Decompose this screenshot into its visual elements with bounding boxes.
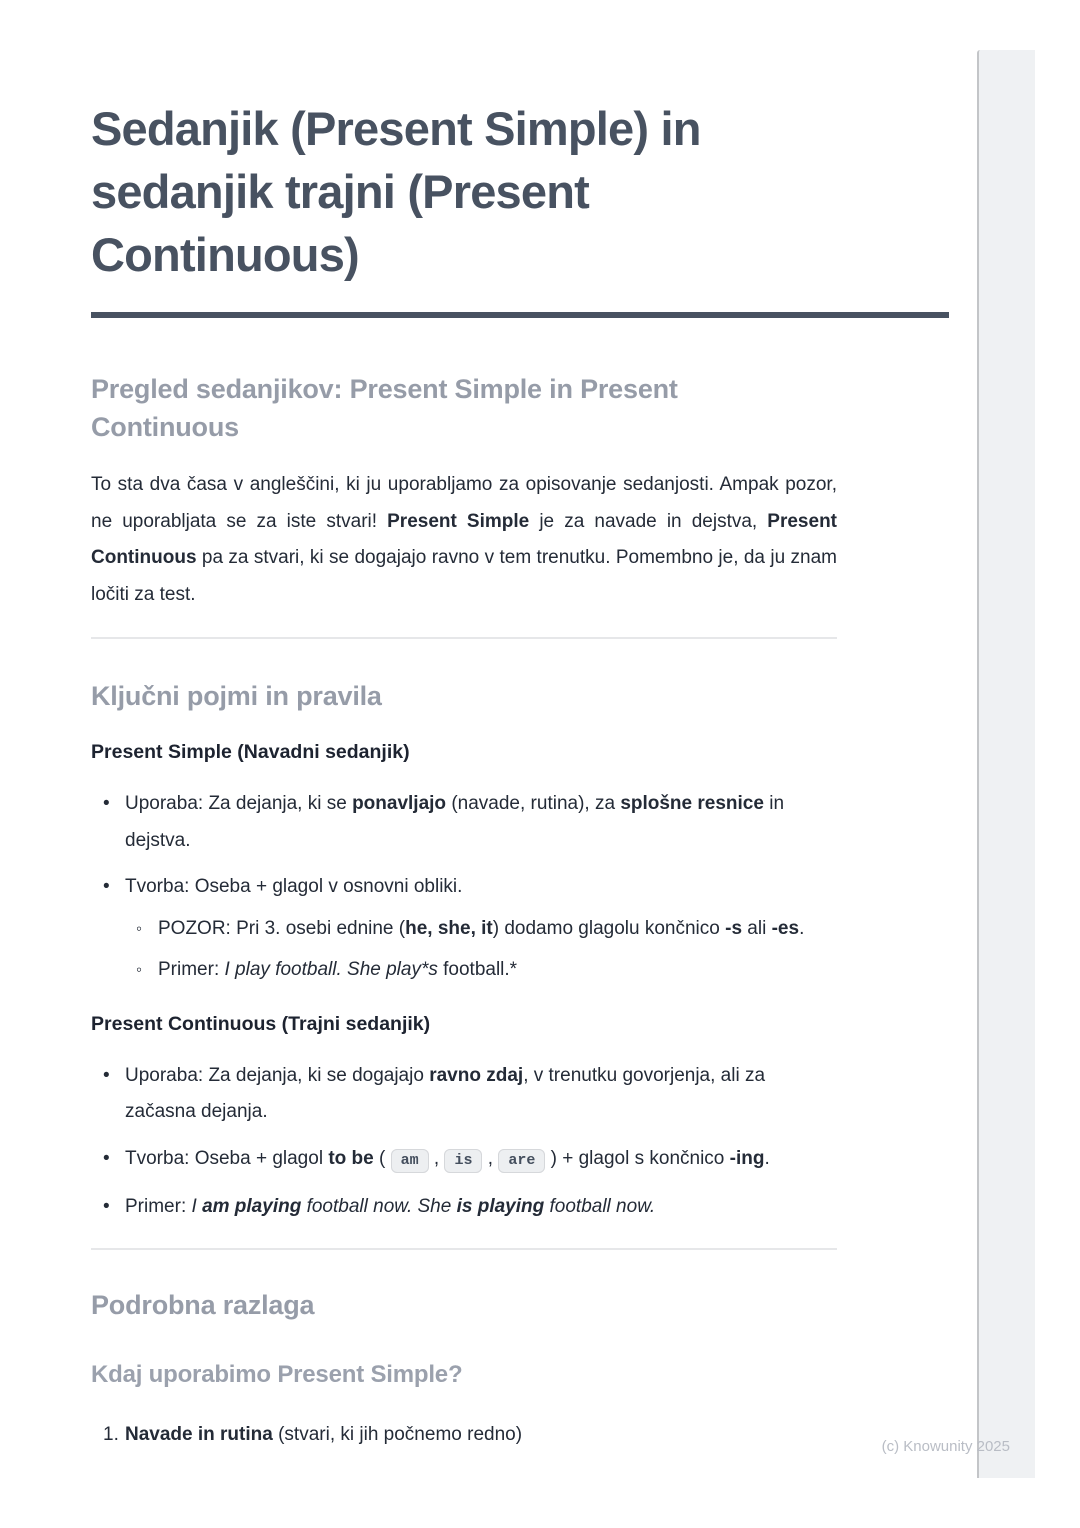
list-item <box>91 786 837 859</box>
bullet-icon: • <box>103 1064 110 1086</box>
page-title <box>91 97 837 286</box>
page-title-line: sedanjik trajni (Present <box>91 165 589 218</box>
list-item-text: POZOR: Pri 3. osebi ednine (he, she, it) dodamo glagolu končnico -s ali -es. <box>158 917 805 939</box>
subsection-heading-present-simple: Present Simple (Navadni sedanjik) <box>91 741 410 763</box>
subsection-heading-when-present-simple: Kdaj uporabimo Present Simple? <box>91 1360 463 1388</box>
sub-bullet-icon: ◦ <box>136 918 143 938</box>
bullet-icon: • <box>103 876 110 897</box>
present-simple-list <box>91 786 837 989</box>
section-heading-overview-line: Continuous <box>91 412 239 442</box>
section-divider <box>91 1248 837 1250</box>
page-edge-scrollbar[interactable] <box>977 50 1035 1478</box>
bullet-icon: • <box>103 1196 110 1217</box>
numbered-list-item <box>91 1417 837 1454</box>
section-heading-key-concepts: Ključni pojmi in pravila <box>91 681 382 711</box>
watermark-text: (c) Knowunity 2025 <box>881 1438 1010 1455</box>
section-divider <box>91 637 837 639</box>
list-number: 1. <box>103 1423 119 1445</box>
list-item-text: Tvorba: Oseba + glagol to be ( am , is , are ) + glagol s končnico -ing. <box>125 1141 837 1180</box>
section-heading-overview <box>91 370 837 446</box>
list-item <box>91 869 837 906</box>
list-item <box>91 1189 837 1226</box>
overview-paragraph: To sta dva časa v angleščini, ki ju uporabljamo za opisovanje sedanjosti. Ampak pozor, ne uporabljata se za iste stvari! Present Simple je za navade in dejstva, Present Continuous pa za stvari, ki se dogajajo ravno v tem trenutku. Pomembno je, da ju znam ločiti za test. <box>91 474 837 605</box>
page-title-line: Continuous) <box>91 228 359 281</box>
sub-list-item <box>124 911 837 948</box>
document-body <box>91 0 837 1453</box>
list-item-text: Tvorba: Oseba + glagol v osnovni obliki. <box>125 876 463 897</box>
bullet-icon: • <box>103 793 110 814</box>
detail-numbered-list <box>91 1417 837 1454</box>
list-item-text: Primer: I am playing football now. She is playing football now. <box>125 1196 656 1217</box>
sub-bullet-icon: ◦ <box>136 960 143 979</box>
section-heading-detail: Podrobna razlaga <box>91 1289 315 1320</box>
present-continuous-list <box>91 1058 837 1226</box>
bullet-icon: • <box>103 1147 110 1169</box>
list-item-text: Uporaba: Za dejanja, ki se dogajajo ravno zdaj, v trenutku govorjenja, ali za začasna dejanja. <box>125 1064 766 1122</box>
section-heading-overview-line: Pregled sedanjikov: Present Simple in Present <box>91 374 678 404</box>
title-rule <box>91 312 949 318</box>
list-item <box>91 1141 837 1180</box>
sub-list-item <box>124 952 837 989</box>
subsection-heading-present-continuous: Present Continuous (Trajni sedanjik) <box>91 1012 431 1035</box>
list-item-text: Navade in rutina (stvari, ki jih počnemo redno) <box>125 1423 523 1445</box>
page-title-line: Sedanjik (Present Simple) in <box>91 102 701 155</box>
list-item-text: Uporaba: Za dejanja, ki se ponavljajo (navade, rutina), za splošne resnice in dejstva. <box>125 793 785 851</box>
list-item <box>91 1058 837 1131</box>
list-item-text: Primer: I play football. She play*s football.* <box>158 959 518 980</box>
